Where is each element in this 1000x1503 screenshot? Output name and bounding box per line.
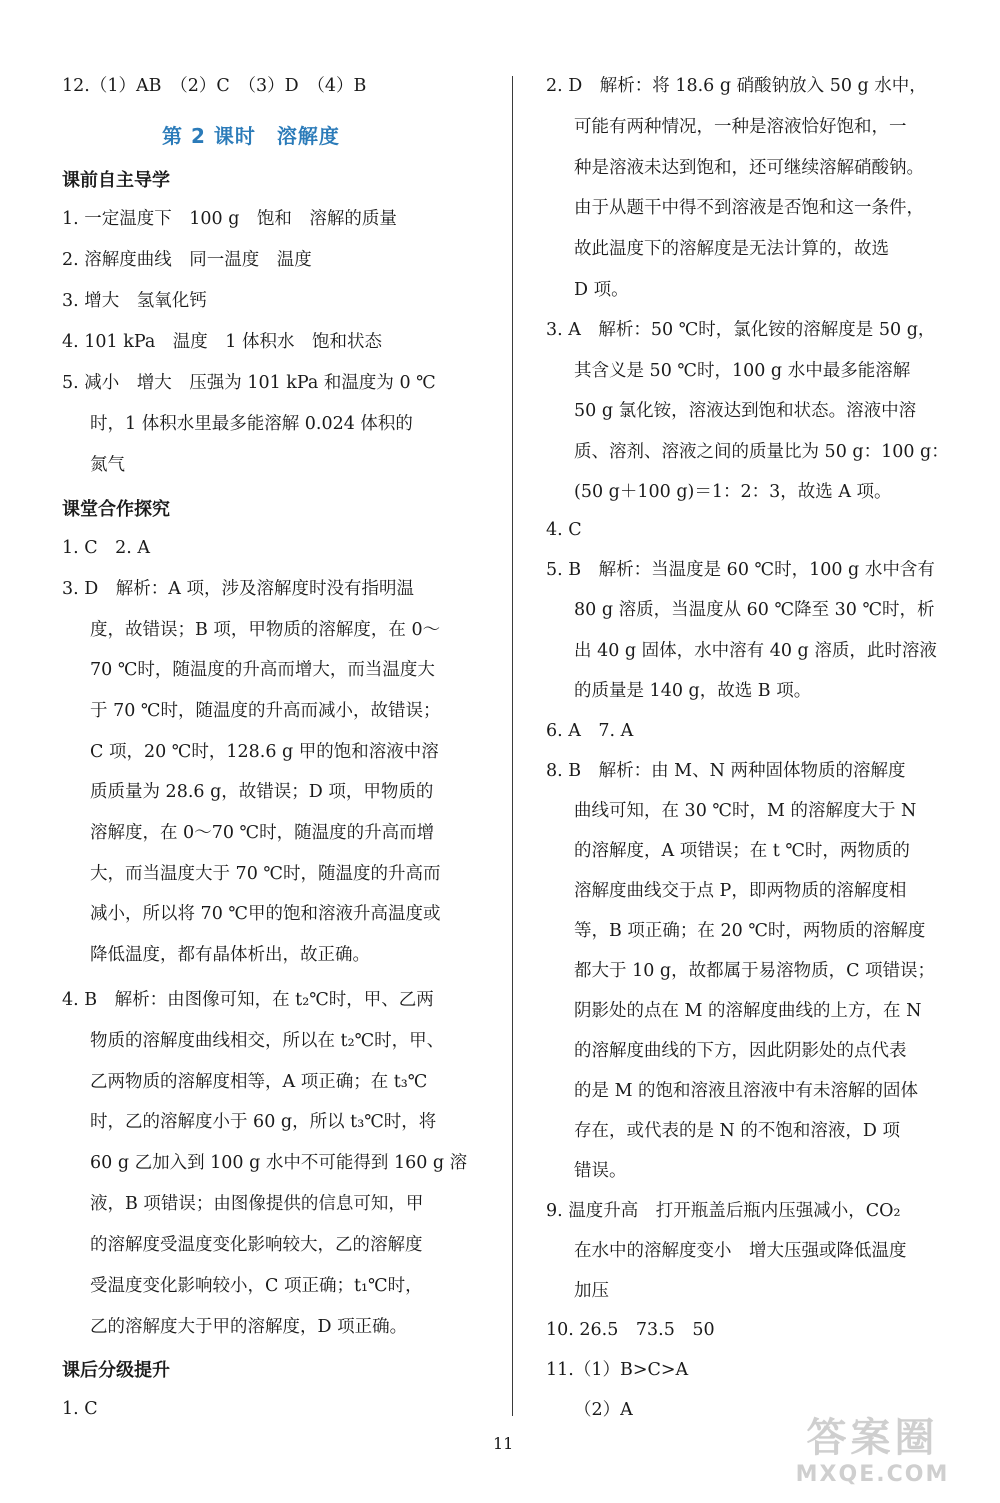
answer-line: 加压 <box>574 1281 609 1301</box>
answer-line: 50 g 氯化铵，溶液达到饱和状态。溶液中溶 <box>574 401 917 421</box>
answer-line: 存在，或代表的是 N 的不饱和溶液，D 项 <box>574 1121 901 1141</box>
answer-line: 大，而当温度大于 70 ℃时，随温度的升高而 <box>90 864 441 884</box>
watermark-logo <box>760 1414 985 1499</box>
answer-line: 4. B 解析：由图像可知，在 t₂℃时，甲、乙两 <box>62 990 434 1010</box>
answer-line: 8. B 解析：由 M、N 两种固体物质的溶解度 <box>546 761 906 781</box>
answer-line: 时，乙的溶解度小于 60 g，所以 t₃℃时，将 <box>90 1112 437 1132</box>
answer-line: 降低温度，都有晶体析出，故正确。 <box>90 945 370 965</box>
answer-line: 5. 减小 增大 压强为 101 kPa 和温度为 0 ℃ <box>62 373 436 393</box>
answer-line: 阴影处的点在 M 的溶解度曲线的上方，在 N <box>574 1001 922 1021</box>
answer-line: 的溶解度受温度变化影响较大，乙的溶解度 <box>90 1235 423 1255</box>
answer-line: 4. 101 kPa 温度 1 体积水 饱和状态 <box>62 332 382 352</box>
answer-line: 度，故错误；B 项，甲物质的溶解度，在 0～ <box>90 620 441 640</box>
answer-line: 时，1 体积水里最多能溶解 0.024 体积的 <box>90 414 413 434</box>
answer-line: 于 70 ℃时，随温度的升高而减小，故错误； <box>90 701 441 721</box>
answer-line: 氮气 <box>90 455 125 475</box>
answer-line: 10. 26.5 73.5 50 <box>546 1320 715 1340</box>
column-divider <box>512 76 513 1416</box>
answer-line: 在水中的溶解度变小 增大压强或降低温度 <box>574 1241 907 1261</box>
answer-line: 等，B 项正确；在 20 ℃时，两物质的溶解度 <box>574 921 926 941</box>
answer-line: 80 g 溶质，当温度从 60 ℃降至 30 ℃时，析 <box>574 600 935 620</box>
answer-line: 减小，所以将 70 ℃甲的饱和溶液升高温度或 <box>90 904 441 924</box>
heading-preview: 课前自主导学 <box>62 170 170 191</box>
answer-line: （2）A <box>574 1400 633 1420</box>
answer-line: 出 40 g 固体，水中溶有 40 g 溶质，此时溶液 <box>574 641 937 661</box>
heading-after-class: 课后分级提升 <box>62 1360 170 1381</box>
answer-line: 故此温度下的溶解度是无法计算的，故选 <box>574 239 889 259</box>
answer-line: 错误。 <box>574 1161 627 1181</box>
answer-line: 液，B 项错误；由图像提供的信息可知，甲 <box>90 1194 424 1214</box>
answer-line: D 项。 <box>574 280 629 300</box>
answer-line: 3. 增大 氢氧化钙 <box>62 291 207 311</box>
answer-line: 可能有两种情况，一种是溶液恰好饱和，一 <box>574 117 907 137</box>
answer-line: 质质量为 28.6 g，故错误；D 项，甲物质的 <box>90 782 434 802</box>
answer-line: 5. B 解析：当温度是 60 ℃时，100 g 水中含有 <box>546 560 935 580</box>
answer-line: 曲线可知，在 30 ℃时，M 的溶解度大于 N <box>574 801 917 821</box>
answer-line: 受温度变化影响较小，C 项正确；t₁℃时， <box>90 1276 423 1296</box>
answer-line: 的质量是 140 g，故选 B 项。 <box>574 681 812 701</box>
answer-line: 的是 M 的饱和溶液且溶液中有未溶解的固体 <box>574 1081 919 1101</box>
answer-line: 种是溶液未达到饱和，还可继续溶解硝酸钠。 <box>574 158 924 178</box>
answer-line: 1. 一定温度下 100 g 饱和 溶解的质量 <box>62 209 397 229</box>
answer-line: C 项，20 ℃时，128.6 g 甲的饱和溶液中溶 <box>90 742 439 762</box>
answer-line: 60 g 乙加入到 100 g 水中不可能得到 160 g 溶 <box>90 1153 468 1173</box>
watermark-glyphs: 答案圈 <box>806 1415 939 1461</box>
answer-line: 2. D 解析：将 18.6 g 硝酸钠放入 50 g 水中， <box>546 76 927 96</box>
heading-classroom: 课堂合作探究 <box>62 499 170 520</box>
answer-line: 9. 温度升高 打开瓶盖后瓶内压强减小，CO₂ <box>546 1201 901 1221</box>
answer-line: 1. C <box>62 1399 98 1419</box>
watermark-url: MXQE.COM <box>795 1462 950 1487</box>
answer-line: 的溶解度曲线的下方，因此阴影处的点代表 <box>574 1041 907 1061</box>
answer-line: 溶解度曲线交于点 P，即两物质的溶解度相 <box>574 881 907 901</box>
answer-line: 都大于 10 g，故都属于易溶物质，C 项错误； <box>574 961 936 981</box>
answer-line: 乙的溶解度大于甲的溶解度，D 项正确。 <box>90 1317 408 1337</box>
answer-line: 70 ℃时，随温度的升高而增大，而当温度大 <box>90 660 435 680</box>
page-number: 11 <box>493 1434 514 1453</box>
answer-line: 的溶解度，A 项错误；在 t ℃时，两物质的 <box>574 841 910 861</box>
answer-line: 3. D 解析：A 项，涉及溶解度时没有指明温 <box>62 579 414 599</box>
answer-line: 质、溶剂、溶液之间的质量比为 50 g：100 g： <box>574 442 949 462</box>
answer-line: 物质的溶解度曲线相交，所以在 t₂℃时，甲、 <box>90 1031 445 1051</box>
answer-line: 由于从题干中得不到溶液是否饱和这一条件， <box>574 198 924 218</box>
answer-line: 2. 溶解度曲线 同一温度 温度 <box>62 250 312 270</box>
answer-line: 溶解度，在 0～70 ℃时，随温度的升高而增 <box>90 823 435 843</box>
answer-12: 12.（1）AB （2）C （3）D （4）B <box>62 76 367 96</box>
answer-line: (50 g＋100 g)＝1：2：3，故选 A 项。 <box>574 482 892 502</box>
answer-line: 1. C 2. A <box>62 538 151 558</box>
answer-line: 3. A 解析：50 ℃时，氯化铵的溶解度是 50 g， <box>546 320 936 340</box>
answer-line: 其含义是 50 ℃时，100 g 水中最多能溶解 <box>574 361 911 381</box>
section-title: 第 2 课时 溶解度 <box>162 124 340 148</box>
answer-line: 乙两物质的溶解度相等，A 项正确；在 t₃℃ <box>90 1072 428 1092</box>
answer-line: 11.（1）B>C>A <box>546 1360 689 1380</box>
answer-line: 6. A 7. A <box>546 721 634 741</box>
answer-line: 4. C <box>546 520 582 540</box>
